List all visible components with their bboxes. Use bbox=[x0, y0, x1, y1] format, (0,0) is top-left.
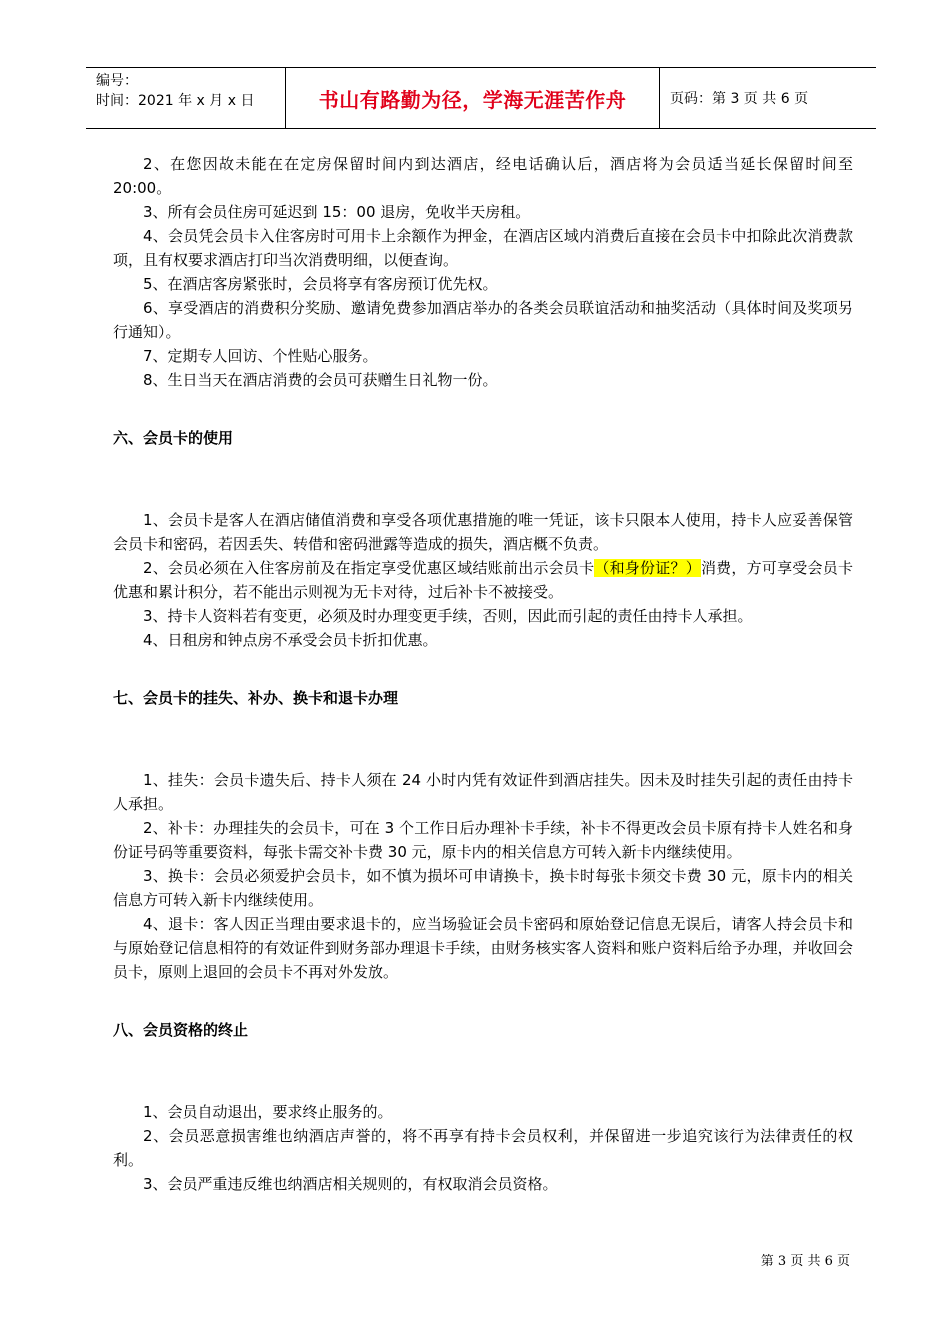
page-header bbox=[86, 67, 876, 129]
benefit-item: 2、在您因故未能在在定房保留时间内到达酒店，经电话确认后，酒店将为会员适当延长保留时间至 20:00。 bbox=[113, 155, 853, 197]
highlighted-note: （和身份证？） bbox=[594, 559, 701, 577]
benefit-item: 6、享受酒店的消费积分奖励、邀请免费参加酒店举办的各类会员联谊活动和抽奖活动（具体时间及奖项另行通知）。 bbox=[113, 299, 853, 341]
header-motto: 书山有路勤为径，学海无涯苦作舟 bbox=[286, 68, 660, 128]
usage-item: 4、日租房和钟点房不承受会员卡折扣优惠。 bbox=[143, 631, 438, 649]
benefit-item: 4、会员凭会员卡入住客房时可用卡上余额作为押金，在酒店区域内消费后直接在会员卡中扣除此次消费款项，且有权要求酒店打印当次消费明细，以便查询。 bbox=[113, 227, 853, 269]
header-number: 编号： bbox=[96, 73, 138, 89]
benefit-item: 7、定期专人回访、个性贴心服务。 bbox=[143, 347, 378, 365]
header-page-info: 页码：第 3 页 共 6 页 bbox=[670, 91, 809, 107]
benefit-item: 3、所有会员住房可延迟到 15：00 退房，免收半天房租。 bbox=[143, 203, 531, 221]
section-title-card-management: 七、会员卡的挂失、补办、换卡和退卡办理 bbox=[113, 689, 399, 707]
termination-item: 2、会员恶意损害维也纳酒店声誉的，将不再享有持卡会员权利，并保留进一步追究该行为法律责任的权利。 bbox=[113, 1127, 853, 1169]
section-title-membership-termination: 八、会员资格的终止 bbox=[113, 1021, 249, 1039]
document-body bbox=[113, 152, 853, 1196]
management-item: 3、换卡：会员必须爱护会员卡，如不慎为损坏可申请换卡，换卡时每张卡须交卡费 30 元，原卡内的相关信息方可转入新卡内继续使用。 bbox=[113, 867, 853, 909]
management-item: 1、挂失：会员卡遗失后、持卡人须在 24 小时内凭有效证件到酒店挂失。因未及时挂失引起的责任由持卡人承担。 bbox=[113, 771, 853, 813]
page-footer: 第 3 页 共 6 页 bbox=[760, 1254, 850, 1269]
termination-item: 1、会员自动退出，要求终止服务的。 bbox=[143, 1103, 393, 1121]
termination-item: 3、会员严重违反维也纳酒店相关规则的，有权取消会员资格。 bbox=[143, 1175, 558, 1193]
benefit-item: 8、生日当天在酒店消费的会员可获赠生日礼物一份。 bbox=[143, 371, 498, 389]
section-title-card-usage: 六、会员卡的使用 bbox=[113, 429, 234, 447]
header-meta bbox=[86, 68, 286, 128]
usage-text: 消费，方可享受会员卡优惠和累计积分，若不能出示则视为无卡对待，过后补卡不被接受。 bbox=[113, 559, 853, 601]
header-time: 时间：2021 年 x 月 x 日 bbox=[96, 93, 255, 109]
usage-item bbox=[113, 556, 853, 604]
usage-item: 1、会员卡是客人在酒店储值消费和享受各项优惠措施的唯一凭证，该卡只限本人使用，持卡人应妥善保管会员卡和密码，若因丢失、转借和密码泄露等造成的损失，酒店概不负责。 bbox=[113, 511, 853, 553]
usage-item: 3、持卡人资料若有变更，必须及时办理变更手续，否则，因此而引起的责任由持卡人承担。 bbox=[143, 607, 753, 625]
management-item: 4、退卡：客人因正当理由要求退卡的，应当场验证会员卡密码和原始登记信息无误后，请客人持会员卡和与原始登记信息相符的有效证件到财务部办理退卡手续，由财务核实客人资料和账户资料后给予办理，并收回会员卡，原则上退回的会员卡不再对外发放。 bbox=[113, 915, 853, 981]
benefit-item: 5、在酒店客房紧张时，会员将享有客房预订优先权。 bbox=[143, 275, 498, 293]
usage-text: 2、会员必须在入住客房前及在指定享受优惠区域结账前出示会员卡 bbox=[143, 559, 595, 577]
management-item: 2、补卡：办理挂失的会员卡，可在 3 个工作日后办理补卡手续，补卡不得更改会员卡原有持卡人姓名和身份证号码等重要资料，每张卡需交补卡费 30 元，原卡内的相关信息方可转入新卡内继续使用。 bbox=[113, 819, 853, 861]
